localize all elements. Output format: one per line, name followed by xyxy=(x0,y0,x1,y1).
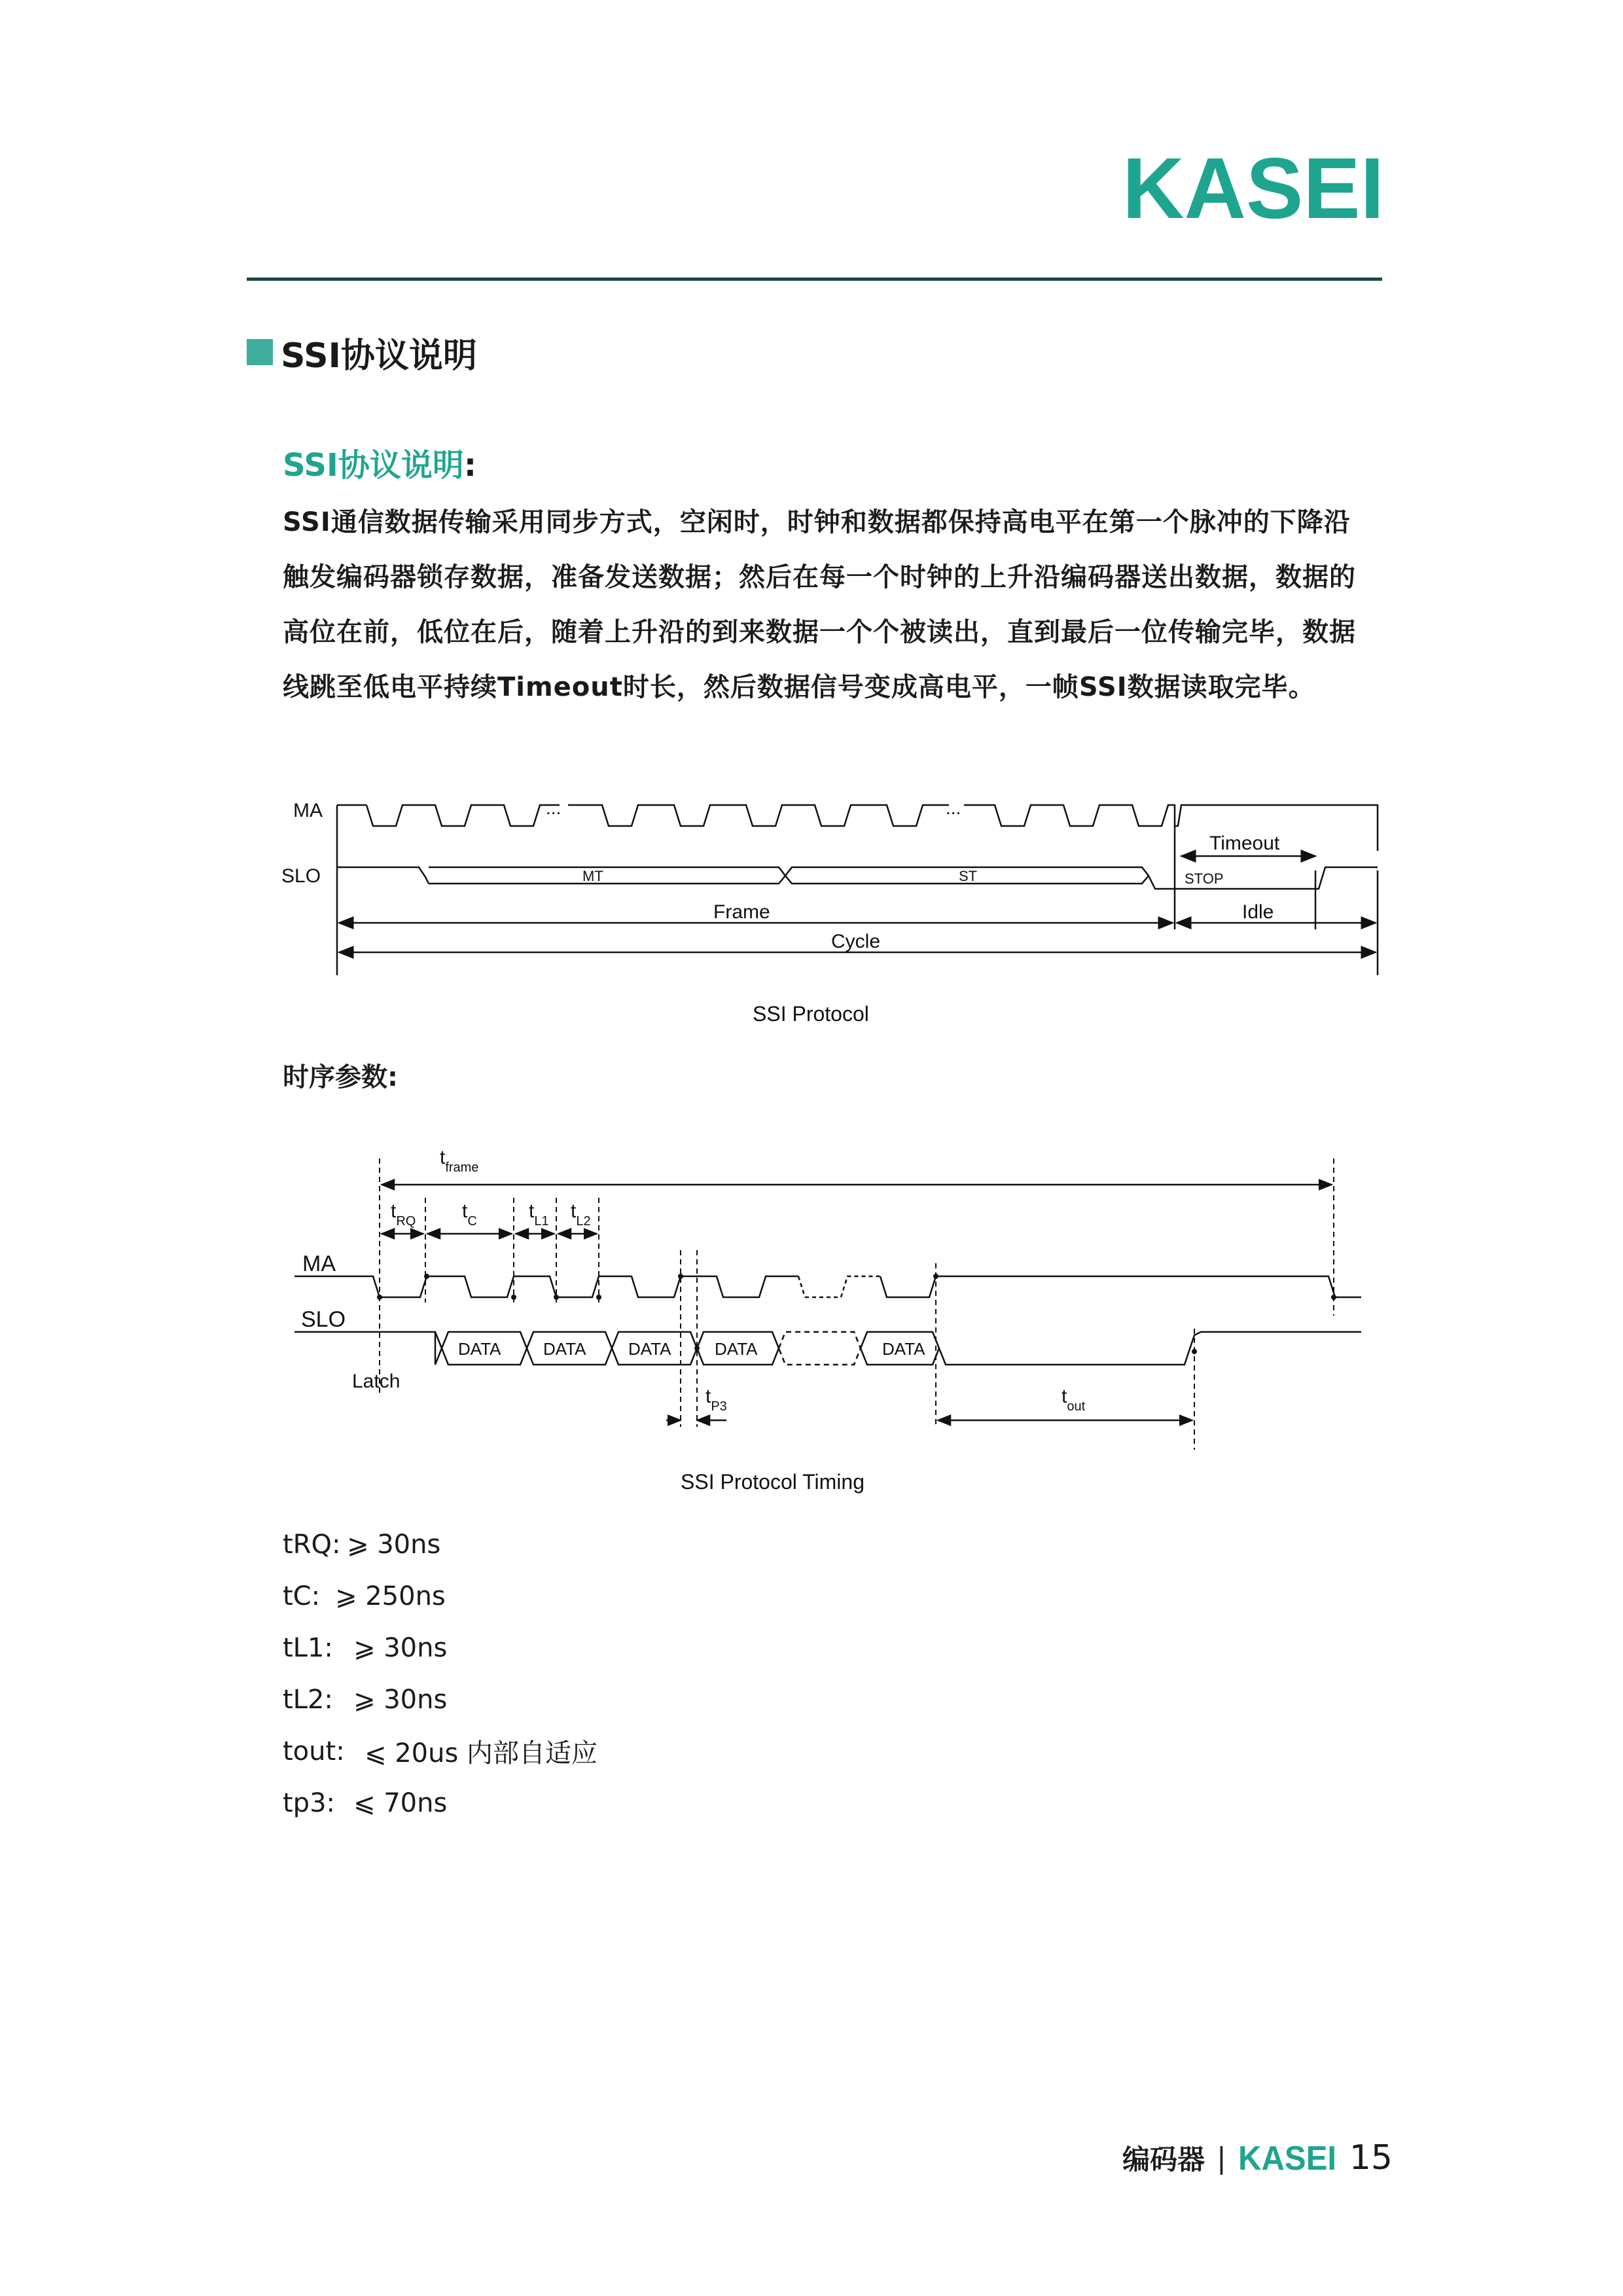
svg-text:KASEI: KASEI xyxy=(1238,2142,1336,2174)
param-row xyxy=(283,1674,597,1725)
timing-parameters xyxy=(283,1518,597,1829)
data-label: DATA xyxy=(628,1339,671,1359)
timing-caption: SSI Protocol Timing xyxy=(681,1470,865,1494)
header-rule xyxy=(247,278,1382,281)
paragraph-line: 线跳至低电平持续Timeout时长，然后数据信号变成高电平，一帧SSI数据读取完毕。 xyxy=(283,672,1315,702)
t-c-label: $t_C$ xyxy=(462,1200,477,1229)
ssi-timing-diagram xyxy=(268,1132,1381,1505)
t-frame-label: $t_{frame}$ xyxy=(440,1147,479,1175)
param-value: ⩾ 250ns xyxy=(335,1581,446,1611)
mt-label: MT xyxy=(582,868,603,884)
slo-timing-waveform xyxy=(294,1332,442,1365)
param-value: ⩾ 30ns xyxy=(353,1684,448,1715)
ellipsis-label: ... xyxy=(546,798,562,818)
svg-text:KASEI: KASEI xyxy=(1122,149,1384,228)
t-out-label: $t_{out}$ xyxy=(1061,1386,1086,1414)
param-row xyxy=(283,1725,597,1777)
param-row xyxy=(283,1622,597,1674)
section-heading xyxy=(247,326,477,378)
data-label: DATA xyxy=(715,1339,758,1359)
section-title: SSI协议说明 xyxy=(281,336,477,376)
param-name: tC: xyxy=(283,1581,321,1611)
stop-label: STOP xyxy=(1185,870,1224,887)
idle-label: Idle xyxy=(1242,901,1274,923)
ellipsis-label: ... xyxy=(946,798,961,818)
paragraph-line: SSI通信数据传输采用同步方式，空闲时，时钟和数据都保持高电平在第一个脉冲的下降沿 xyxy=(283,507,1351,537)
param-name: tout: xyxy=(283,1736,345,1767)
param-value: ⩽ 20us 内部自适应 xyxy=(365,1738,598,1768)
square-bullet-icon xyxy=(247,339,273,365)
param-name: tRQ: xyxy=(283,1529,341,1560)
param-value: ⩾ 30ns xyxy=(353,1632,448,1663)
param-row xyxy=(283,1777,597,1829)
ma-label: MA xyxy=(293,800,323,821)
slo-label: SLO xyxy=(281,865,321,887)
t-rq-label: $t_{RQ}$ xyxy=(391,1200,416,1229)
param-name: tL1: xyxy=(283,1632,333,1663)
subsection-colon: : xyxy=(463,447,477,484)
data-label: DATA xyxy=(543,1339,586,1359)
timing-heading: 时序参数: xyxy=(283,1062,398,1092)
data-label: DATA xyxy=(458,1339,501,1359)
ma-label: MA xyxy=(302,1251,336,1276)
st-label: ST xyxy=(959,868,978,884)
description-paragraph xyxy=(283,495,1389,715)
slo-label: SLO xyxy=(301,1307,346,1332)
ssi-protocol-diagram xyxy=(268,785,1381,1047)
timeout-label: Timeout xyxy=(1209,833,1280,854)
t-l1-label: $t_{L1}$ xyxy=(529,1200,549,1229)
cycle-label: Cycle xyxy=(831,931,881,952)
page-number: 15 xyxy=(1349,2138,1393,2178)
footer-category: 编码器 xyxy=(1122,2144,1205,2176)
param-value: ⩾ 30ns xyxy=(347,1529,441,1560)
param-value: ⩽ 70ns xyxy=(353,1787,448,1818)
kasei-logo xyxy=(1122,149,1384,228)
subsection-title: SSI协议说明 xyxy=(283,447,464,484)
param-row xyxy=(283,1518,597,1570)
paragraph-line: 高位在前，低位在后，随着上升沿的到来数据一个个被读出，直到最后一位传输完毕，数据 xyxy=(283,617,1356,647)
subsection-heading xyxy=(283,440,476,485)
latch-label: Latch xyxy=(352,1371,401,1392)
protocol-caption: SSI Protocol xyxy=(753,1002,869,1026)
paragraph-line: 触发编码器锁存数据，准备发送数据；然后在每一个时钟的上升沿编码器送出数据，数据的 xyxy=(283,562,1356,592)
ma-timing-waveform xyxy=(294,1276,798,1297)
param-row xyxy=(283,1570,597,1622)
t-l2-label: $t_{L2}$ xyxy=(571,1200,591,1229)
param-name: tp3: xyxy=(283,1787,335,1818)
page-footer xyxy=(1122,2128,1393,2187)
frame-label: Frame xyxy=(713,901,770,923)
footer-separator: | xyxy=(1217,2141,1226,2175)
footer-kasei-logo xyxy=(1238,2142,1336,2174)
param-name: tL2: xyxy=(283,1684,333,1715)
t-p3-label: $t_{P3}$ xyxy=(705,1386,727,1414)
data-label: DATA xyxy=(882,1339,925,1359)
